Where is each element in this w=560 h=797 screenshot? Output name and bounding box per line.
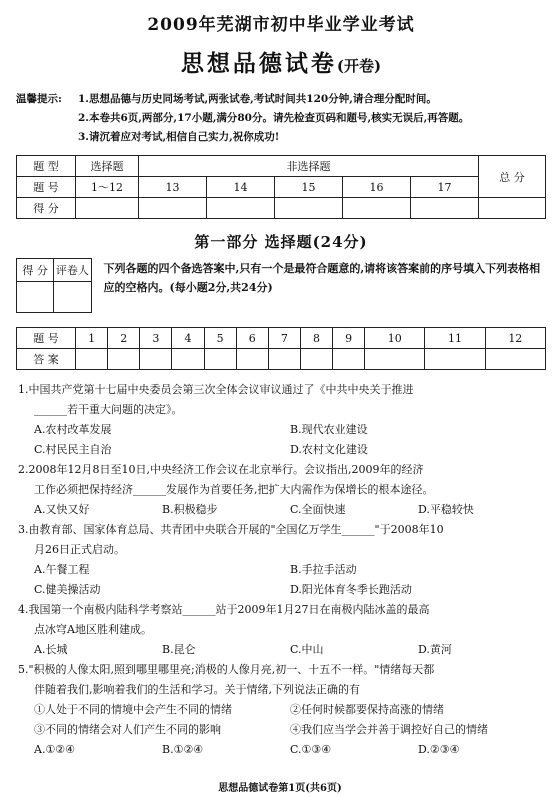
question-stem: 3.由教育部、国家体育总局、共青团中央联合开展的"全国亿万学生______"于2008年10 <box>18 523 444 536</box>
answer-cell[interactable] <box>108 349 140 370</box>
grader-score-label: 得 分 <box>17 259 54 282</box>
question-option[interactable]: A.①②④ <box>34 743 76 756</box>
answer-cell[interactable] <box>172 349 204 370</box>
answer-cell[interactable] <box>236 349 268 370</box>
question-stem: 4.我国第一个南极内陆科学考察站______站于2009年1月27日在南极内陆冰盖的最高 <box>18 603 430 616</box>
question-stem: 2.2008年12月8日至10日,中央经济工作会议在北京举行。会议指出,2009年的经济 <box>18 463 424 476</box>
score-number: 16 <box>343 177 411 198</box>
question-option[interactable]: A.午餐工程 <box>34 563 90 576</box>
page-footer: 思想品德试卷第1页(共6页) <box>218 783 342 794</box>
grader-score-cell[interactable] <box>17 282 54 313</box>
answer-cell[interactable] <box>204 349 236 370</box>
score-total-label: 总 分 <box>479 156 546 198</box>
score-cell[interactable] <box>76 198 139 219</box>
answer-cell[interactable] <box>485 349 545 370</box>
subject-name: 思想品德试卷 <box>180 50 337 77</box>
answer-number: 8 <box>300 328 332 349</box>
answer-number: 7 <box>268 328 300 349</box>
question-option[interactable]: C.中山 <box>290 643 324 656</box>
question-item <box>16 600 546 660</box>
question-option[interactable]: C.健美操活动 <box>34 583 101 596</box>
question-stem-cont: 点冰穹A地区胜利建成。 <box>34 623 152 636</box>
tip-item: 3.请沉着应对考试,相信自己实力,祝你成功! <box>78 131 280 143</box>
score-number: 15 <box>275 177 343 198</box>
tips-label: 温馨提示: <box>16 93 62 105</box>
answer-cell[interactable] <box>333 349 365 370</box>
score-cell[interactable] <box>411 198 479 219</box>
question-option[interactable]: C.全面快速 <box>290 503 346 516</box>
question-item <box>16 380 546 460</box>
question-option[interactable]: A.长城 <box>34 643 68 656</box>
score-cell[interactable] <box>275 198 343 219</box>
score-number: 17 <box>411 177 479 198</box>
score-number: 14 <box>207 177 275 198</box>
tip-item: 2.本卷共6页,两部分,17小题,满分80分。请先检查页码和题号,核实无误后,再答题。 <box>78 112 470 124</box>
part1-instruction: 下列各题的四个备选答案中,只有一个是最符合题意的,请将该答案前的序号填入下列表格相应的空格内。(每小题2分,共24分) <box>103 262 541 294</box>
grader-table <box>16 258 92 313</box>
question-options <box>16 700 546 760</box>
question-item <box>16 660 546 760</box>
answer-number: 5 <box>204 328 236 349</box>
question-option[interactable]: D.平稳较快 <box>418 503 474 516</box>
part1-title: 第一部分 选择题(24分) <box>194 233 368 251</box>
question-option[interactable]: ①人处于不同的情境中会产生不同的情绪 <box>34 703 232 716</box>
score-row-label: 得 分 <box>17 198 76 219</box>
question-option[interactable]: D.阳光体育冬季长跑活动 <box>290 583 412 596</box>
question-stem: 5."积极的人像太阳,照到哪里哪里亮;消极的人像月亮,初一、十五不一样。"情绪每天都 <box>18 663 435 676</box>
score-cell[interactable] <box>479 198 546 219</box>
answer-number: 6 <box>236 328 268 349</box>
score-cell[interactable] <box>139 198 207 219</box>
answer-cell[interactable] <box>425 349 485 370</box>
answer-number: 3 <box>140 328 172 349</box>
question-option[interactable]: C.村民民主自治 <box>34 443 112 456</box>
part1-header <box>16 258 546 313</box>
question-option[interactable]: B.手拉手活动 <box>290 563 357 576</box>
score-number: 1～12 <box>76 177 139 198</box>
question-option[interactable]: D.农村文化建设 <box>290 443 368 456</box>
grader-name-label: 评卷人 <box>54 259 91 282</box>
question-option[interactable]: B.昆仑 <box>162 643 196 656</box>
answer-cell[interactable] <box>365 349 425 370</box>
question-option[interactable]: D.黄河 <box>418 643 452 656</box>
score-number: 13 <box>139 177 207 198</box>
answer-number-label: 题 号 <box>17 328 76 349</box>
question-option[interactable]: C.①③④ <box>290 743 332 756</box>
questions-list <box>16 380 546 760</box>
question-option[interactable]: A.又快又好 <box>34 503 90 516</box>
question-option[interactable]: B.①②④ <box>162 743 204 756</box>
question-option[interactable]: A.农村改革发展 <box>34 423 112 436</box>
score-nonchoice-label: 非选择题 <box>139 156 479 177</box>
question-option[interactable]: ④我们应当学会并善于调控好自己的情绪 <box>290 723 488 736</box>
answer-number: 2 <box>108 328 140 349</box>
answer-table <box>16 327 546 370</box>
answer-row-label: 答 案 <box>17 349 76 370</box>
answer-number: 12 <box>485 328 545 349</box>
question-stem-cont: ______若干重大问题的决定》。 <box>34 403 183 416</box>
answer-cell[interactable] <box>76 349 108 370</box>
question-item <box>16 520 546 600</box>
question-stem-cont: 工作必须把保持经济______发展作为首要任务,把扩大内需作为保增长的根本途径。 <box>34 483 434 496</box>
answer-number: 4 <box>172 328 204 349</box>
question-option[interactable]: D.②③④ <box>418 743 460 756</box>
exam-title: 2009年芜湖市初中毕业学业考试 <box>147 15 415 35</box>
question-options <box>16 640 546 660</box>
answer-number: 1 <box>76 328 108 349</box>
question-option[interactable]: B.现代农业建设 <box>290 423 368 436</box>
question-option[interactable]: B.积极稳步 <box>162 503 218 516</box>
question-stem-cont: 伴随着我们,影响着我们的生活和学习。关于情绪,下列说法正确的有 <box>34 683 360 696</box>
question-option[interactable]: ②任何时候都要保持高涨的情绪 <box>290 703 444 716</box>
subject-note: (开卷) <box>336 57 382 75</box>
score-cell[interactable] <box>343 198 411 219</box>
subject-title <box>16 45 546 78</box>
question-option[interactable]: ③不同的情绪会对人们产生不同的影响 <box>34 723 221 736</box>
answer-cell[interactable] <box>268 349 300 370</box>
question-options <box>16 500 546 520</box>
grader-name-cell[interactable] <box>54 282 91 313</box>
answer-cell[interactable] <box>300 349 332 370</box>
question-options <box>16 420 546 460</box>
question-item <box>16 460 546 520</box>
tips-block <box>16 90 546 147</box>
score-choice-label: 选择题 <box>76 156 139 177</box>
score-cell[interactable] <box>207 198 275 219</box>
question-options <box>16 560 546 600</box>
answer-cell[interactable] <box>140 349 172 370</box>
question-stem-cont: 月26日正式启动。 <box>34 543 125 556</box>
score-table <box>16 155 546 219</box>
answer-number: 11 <box>425 328 485 349</box>
question-stem: 1.中国共产党第十七届中央委员会第三次全体会议审议通过了《中共中央关于推进 <box>18 383 414 396</box>
score-number-label: 题 号 <box>17 177 76 198</box>
answer-number: 10 <box>365 328 425 349</box>
score-type-label: 题 型 <box>17 156 76 177</box>
answer-number: 9 <box>333 328 365 349</box>
tip-item: 1.思想品德与历史同场考试,两张试卷,考试时间共120分钟,请合理分配时间。 <box>78 93 437 105</box>
